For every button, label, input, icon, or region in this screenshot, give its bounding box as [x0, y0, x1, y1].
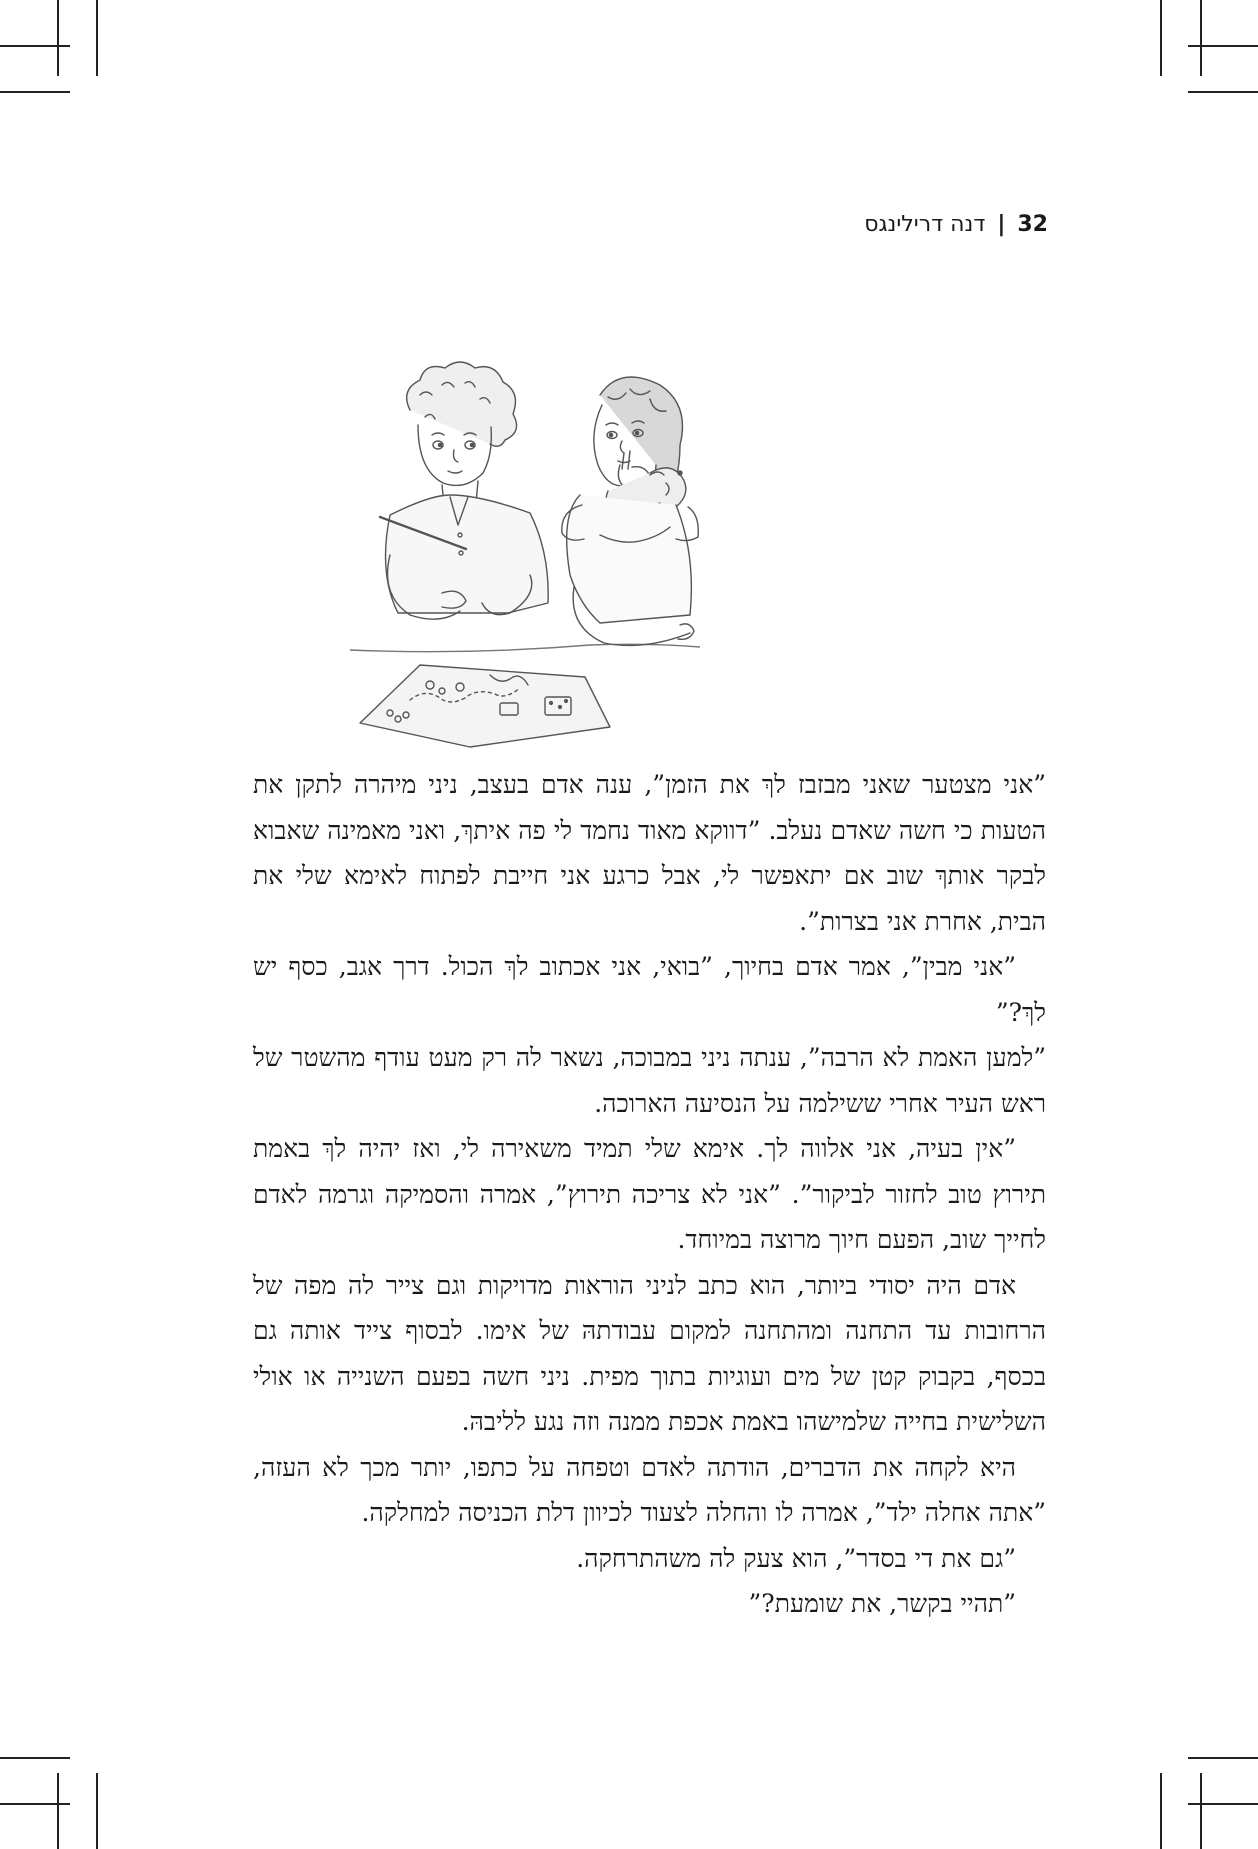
crop-mark [1160, 0, 1162, 76]
crop-mark [1188, 91, 1258, 93]
header-separator: | [997, 212, 1006, 237]
paragraph: היא לקחה את הדברים, הודתה לאדם וטפחה על כתפו, יותר מכך לא העזה, ”אתה אחלה ילד”, אמרה לו והחלה לצעוד לכיוון דלת הכניסה למחלקה. [253, 1452, 1046, 1527]
body-text [253, 762, 1046, 1627]
paragraph: ”למען האמת לא הרבה”, ענתה ניני במבוכה, נשאר לה רק מעט עודף מהשטר של ראש העיר אחרי ששילמה על הנסיעה הארוכה. [253, 1043, 1046, 1118]
crop-mark [1200, 0, 1202, 76]
paragraph: ”אני מבין”, אמר אדם בחיוך, ”בואי, אני אכתוב לךְ הכול. דרך אגב, כסף יש לךְ?” [253, 952, 1046, 1027]
crop-mark [1200, 1773, 1202, 1849]
paragraph: ”אני מצטער שאני מבזבז לךְ את הזמן”, ענה אדם בעצב, ניני מיהרה לתקן את הטעות כי חשה שאדם נעלב. ”דווקא מאוד נחמד לי פה איתךְ, ואני מאמינה שאבוא לבקר אותךְ שוב אם יתאפשר לי, אבל כרגע אני חייבת לפתוח לאימא שלי את הבית, אחרת אני בצרות”. [253, 770, 1046, 936]
crop-mark [96, 1773, 98, 1849]
crop-mark [1160, 1773, 1162, 1849]
page-number: 32 [1017, 212, 1048, 237]
crop-mark [57, 0, 59, 76]
crop-mark [96, 0, 98, 76]
paragraph: ”תהיי בקשר, את שומעת?” [748, 1589, 1016, 1618]
crop-mark [1188, 1757, 1258, 1759]
crop-mark [57, 1773, 59, 1849]
crop-mark [1188, 1803, 1258, 1805]
crop-mark [0, 45, 70, 47]
running-head [740, 211, 1048, 239]
crop-mark [1188, 45, 1258, 47]
author-name: דנה דרילינגס [864, 212, 986, 237]
illustration [350, 355, 700, 755]
crop-mark [0, 1757, 70, 1759]
paragraph: ”אין בעיה, אני אלווה לך. אימא שלי תמיד משאירה לי, ואז יהיה לךְ באמת תירוץ טוב לחזור לביקור”. ”אני לא צריכה תירוץ”, אמרה והסמיקה וגרמה לאדם לחייך שוב, הפעם חיוך מרוצה במיוחד. [253, 1134, 1046, 1254]
crop-mark [0, 91, 70, 93]
paragraph: אדם היה יסודי ביותר, הוא כתב לניני הוראות מדויקות וגם צייר לה מפה של הרחובות עד התחנה ומהתחנה למקום עבודתהּ של אימו. לבסוף צייד אותה גם בכסף, בקבוק קטן של מים ועוגיות בתוך מפית. ניני חשה בפעם השנייה או אולי השלישית בחייה שלמישהו באמת אכפת ממנה וזה נגע לליבהּ. [253, 1270, 1046, 1436]
crop-mark [0, 1803, 70, 1805]
paragraph: ”גם את די בסדר”, הוא צעק לה משהתרחקה. [576, 1543, 1016, 1573]
